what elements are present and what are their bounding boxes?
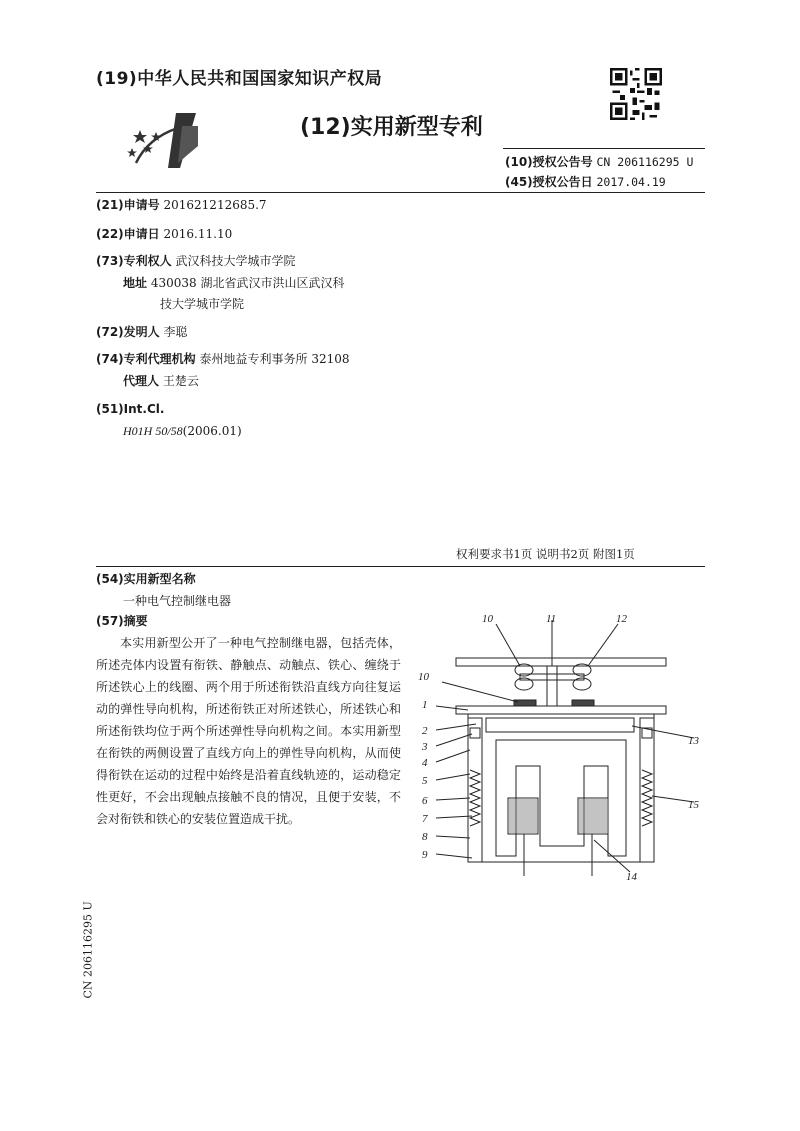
issuing-office: (19)中华人民共和国国家知识产权局: [96, 69, 383, 89]
left-guide-block: [470, 728, 480, 738]
contact-shaft: [547, 666, 557, 706]
static-contact-right: [572, 700, 594, 706]
int-cl-label: (51)Int.Cl.: [96, 402, 165, 416]
abstract-label: (57)摘要: [96, 614, 148, 628]
abstract-text: 本实用新型公开了一种电气控制继电器，包括壳体，所述壳体内设置有衔铁、静触点、动触点、铁心、缠绕于所述铁心上的线圈、两个用于所述衔铁沿直线方向往复运动的弹性导向机构，所述衔铁正对所述铁心，所述铁心和所述衔铁均位于两个所述弹性导向机构之间。本实用新型在衔铁的两侧设置了直线方向上的弹性导向机构，从而使得衔铁在运动的过程中始终是沿着直线轨迹的，运动稳定性更好，不会出现触点接触不良的情况，且便于安装，不会对衔铁和铁心的安装位置造成干扰。: [96, 636, 401, 826]
fig-label-5: 5: [422, 775, 428, 787]
armature: [486, 718, 634, 732]
side-publication-number: CN 206116295 U: [81, 901, 95, 999]
qr-code-icon: [610, 68, 662, 120]
page-count-info: 权利要求书1页 说明书2页 附图1页: [456, 547, 635, 561]
int-cl-code: H01H 50/58(2006.01): [123, 424, 242, 438]
agent: 代理人 王楚云: [123, 374, 199, 388]
fig-label-15: 15: [688, 799, 699, 811]
cnipa-logo: [118, 108, 218, 178]
fig-label-8: 8: [422, 831, 428, 843]
fig-label-7: 7: [422, 813, 428, 825]
patentee: (73)专利权人 武汉科技大学城市学院: [96, 254, 296, 268]
header-rule: [96, 192, 705, 193]
fig-label-12: 12: [616, 613, 627, 625]
section-rule: [96, 566, 705, 567]
fig-label-9: 9: [422, 849, 428, 861]
publication-date: (45)授权公告日 2017.04.19: [505, 175, 666, 189]
patent-type-title: (12)实用新型专利: [300, 115, 483, 140]
fig-label-13: 13: [688, 735, 699, 747]
fig-label-10a: 10: [482, 613, 493, 625]
housing-top-plate: [456, 706, 666, 714]
utility-model-name-label: (54)实用新型名称: [96, 572, 196, 586]
fig-label-4: 4: [422, 757, 428, 769]
fig-label-3: 3: [422, 741, 428, 753]
address: 地址 430038 湖北省武汉市洪山区武汉科: [123, 276, 345, 290]
fig-label-10b: 10: [418, 671, 429, 683]
static-contact-left: [514, 700, 536, 706]
utility-model-title: 一种电气控制继电器: [123, 594, 232, 608]
fig-label-1: 1: [422, 699, 428, 711]
fig-label-14: 14: [626, 871, 637, 883]
publication-number: (10)授权公告号 CN 206116295 U: [505, 155, 694, 169]
inventor: (72)发明人 李聪: [96, 325, 188, 339]
left-spring: [470, 770, 480, 826]
filing-date: (22)申请日 2016.11.10: [96, 227, 233, 241]
fig-label-2: 2: [422, 725, 428, 737]
header-rule-top: [503, 148, 705, 149]
right-spring: [642, 770, 652, 826]
top-plate: [456, 658, 666, 666]
application-number: (21)申请号 201621212685.7: [96, 198, 267, 212]
relay-drawing: [412, 610, 712, 885]
fig-label-6: 6: [422, 795, 428, 807]
fig-label-11: 11: [546, 613, 557, 625]
address-line2: 技大学城市学院: [160, 297, 245, 311]
patent-agency: (74)专利代理机构 泰州地益专利事务所 32108: [96, 352, 350, 366]
